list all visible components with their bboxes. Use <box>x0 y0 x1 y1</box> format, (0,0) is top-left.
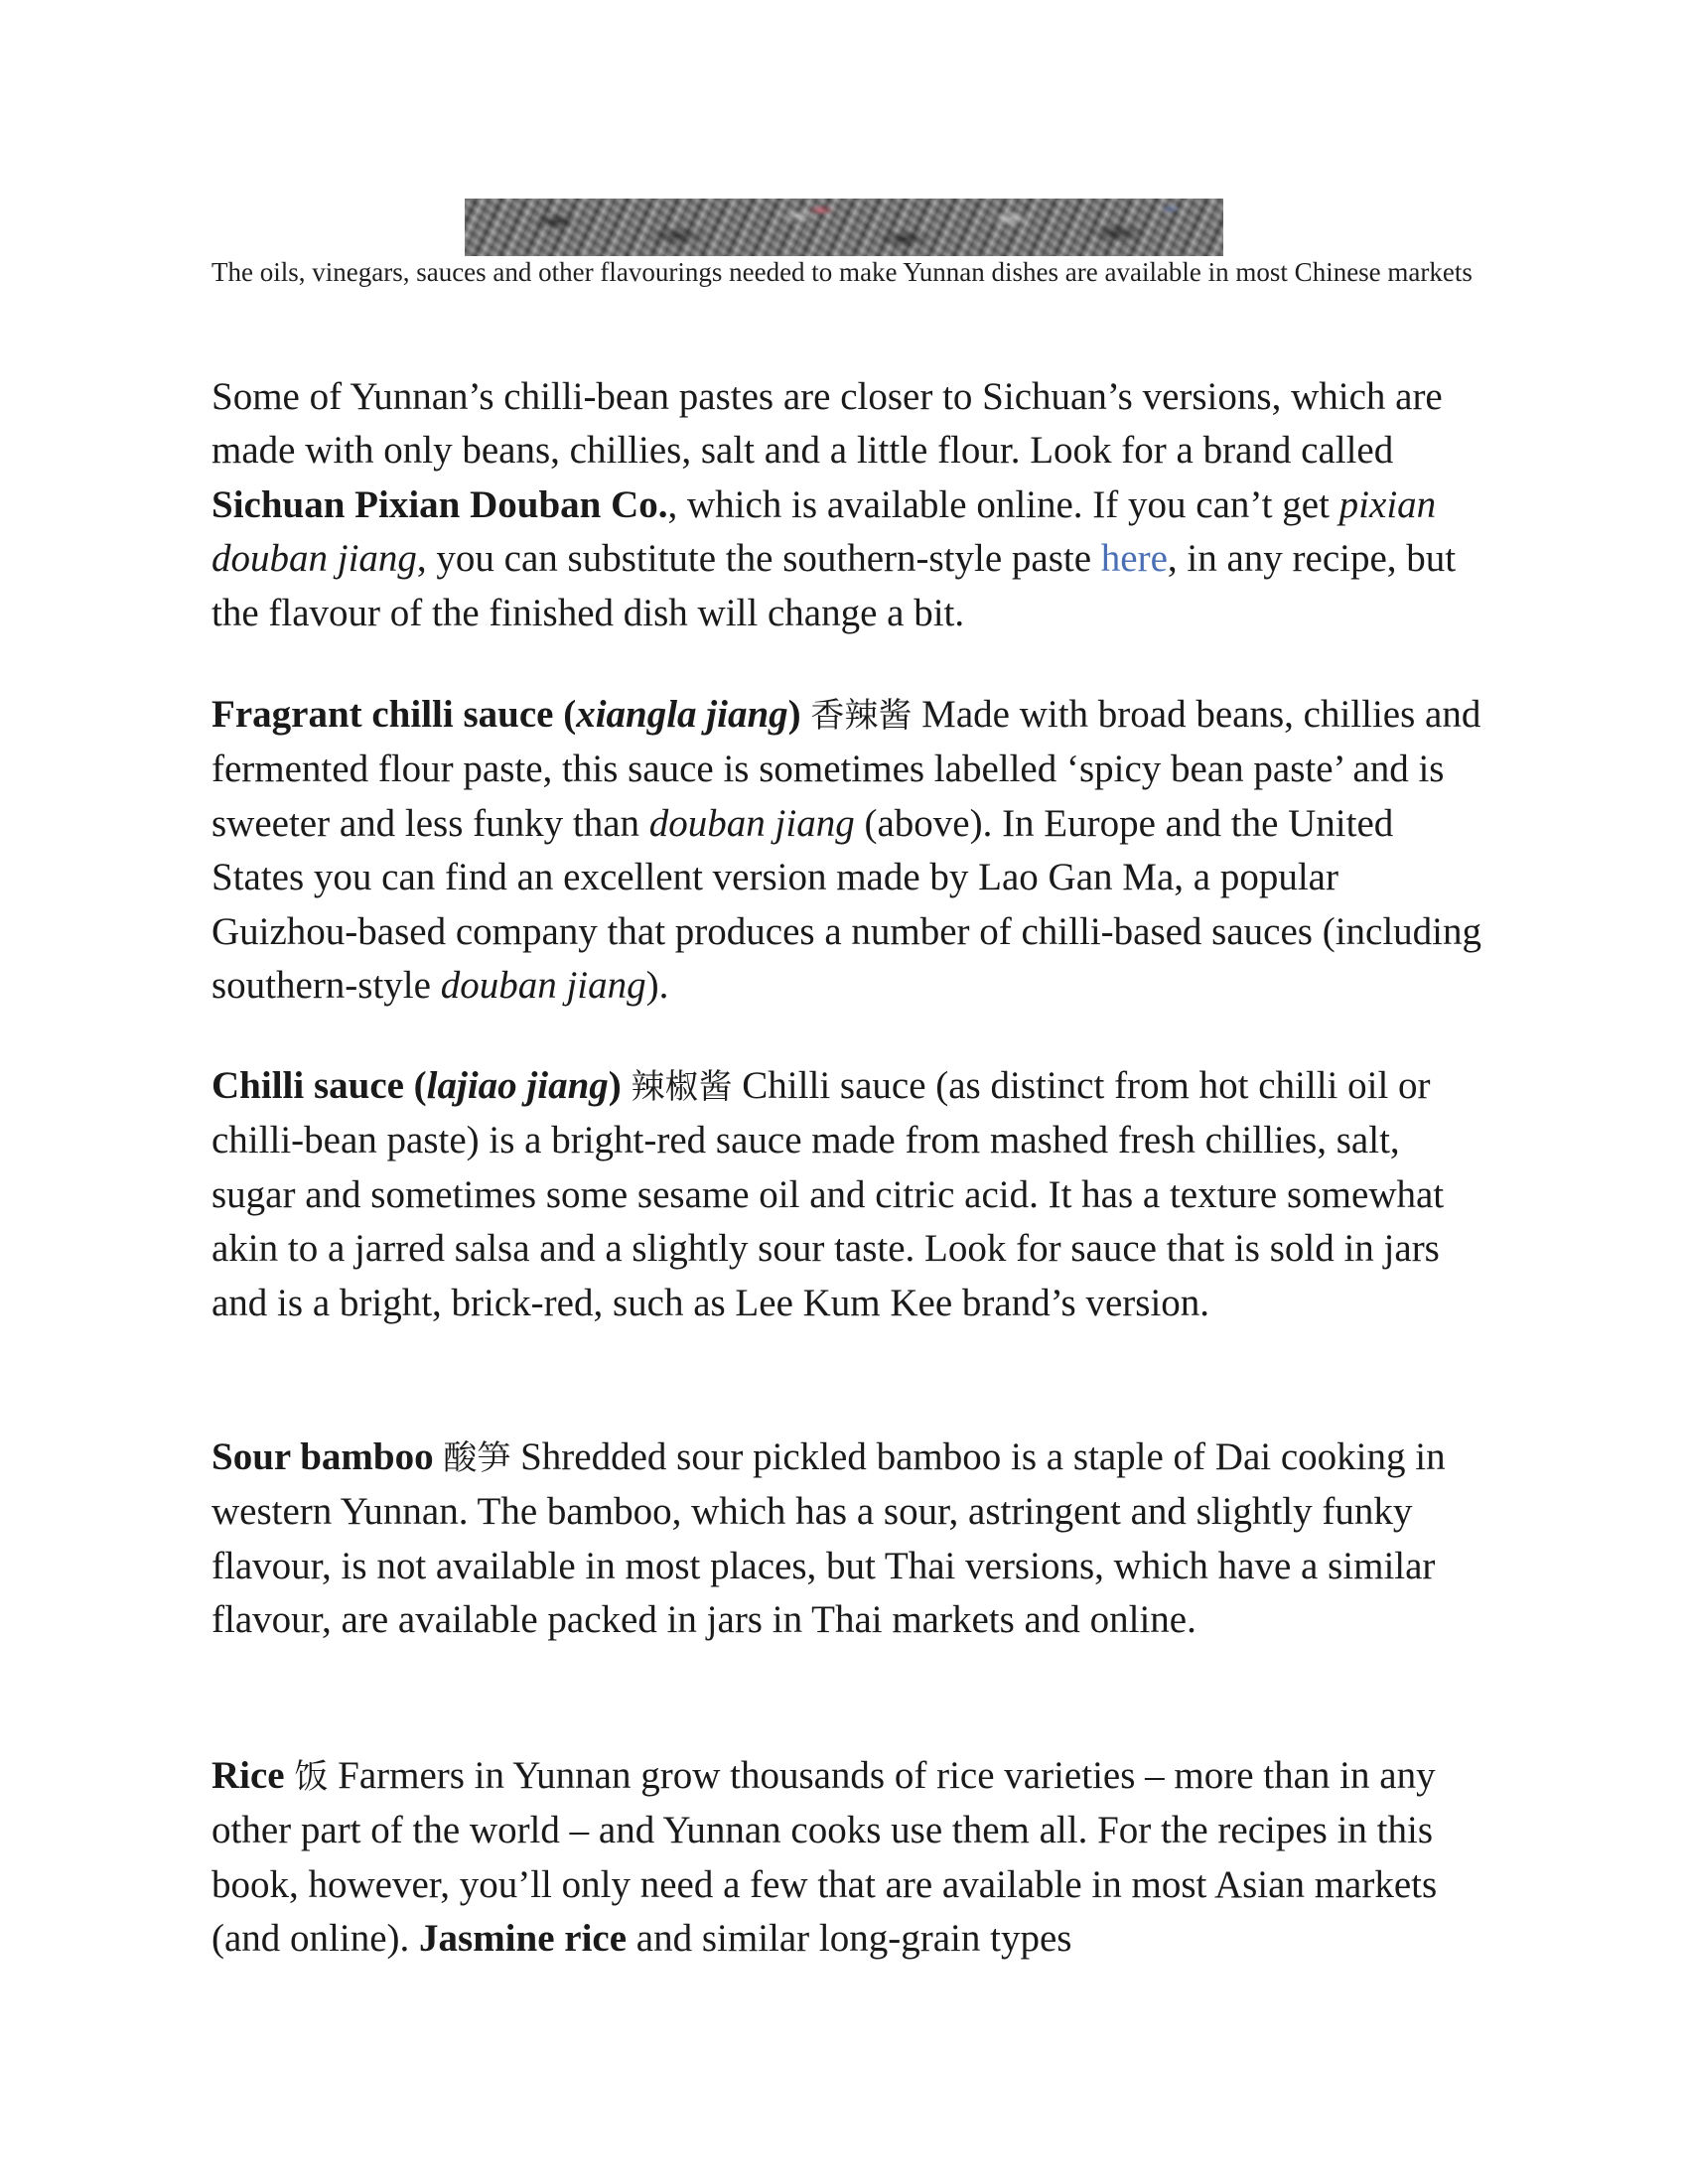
text: (above). In Europe and the United States you can find an excellent version made by Lao Gan Ma, a popular Guizhou-based company that produces a number of chilli-based sauces (including southern-style <box>211 801 1482 1008</box>
chinese-name: 饭 <box>294 1757 329 1797</box>
heading-term: xiangla jiang <box>576 693 788 736</box>
paragraph-chilli-bean-pastes <box>211 370 1492 640</box>
text: , you can substitute the southern-style paste <box>416 537 1101 581</box>
entry-heading: Sour bamboo <box>211 1435 434 1478</box>
text: and similar long-grain types <box>627 1917 1072 1961</box>
text: Farmers in Yunnan grow thousands of rice varieties – more than in any other part of the world – and Yunnan cooks use them all. For the recipes in this book, however, you’ll only need a few that are available in most Asian markets (and online). <box>211 1754 1438 1961</box>
heading-text: Chilli sauce ( <box>211 1064 427 1107</box>
entry-heading <box>211 693 801 736</box>
heading-text: ) <box>608 1064 622 1107</box>
brand-name: Sichuan Pixian Douban Co. <box>211 482 668 526</box>
here-link[interactable]: here <box>1100 537 1168 581</box>
text: Some of Yunnan’s chilli-bean pastes are closer to Sichuan’s versions, which are made with only beans, chillies, salt and a little flour. Look for a brand called <box>211 375 1443 473</box>
chinese-name: 辣椒酱 <box>631 1067 733 1107</box>
paragraph-sour-bamboo <box>211 1431 1492 1648</box>
paragraph-fragrant-chilli-sauce <box>211 688 1492 1013</box>
text: , in any recipe, but the flavour of the finished dish will change a bit. <box>211 537 1457 634</box>
heading-text: Fragrant chilli sauce ( <box>211 693 577 736</box>
paragraph-rice <box>211 1749 1492 1967</box>
text: Shredded sour pickled bamboo is a staple of Dai cooking in western Yunnan. The bamboo, which has a sour, astringent and slightly funky flavour, is not available in most places, but Thai versions, which have a similar flavour, are available packed in jars in Thai markets and online. <box>211 1435 1446 1642</box>
chinese-name: 香辣酱 <box>810 696 913 736</box>
entry-heading <box>211 1064 622 1107</box>
entry-heading: Rice <box>211 1754 285 1797</box>
paragraph-chilli-sauce <box>211 1059 1492 1330</box>
chinese-name: 酸笋 <box>443 1438 511 1478</box>
text: Made with broad beans, chillies and fermented flour paste, this sauce is sometimes labelled ‘spicy bean paste’ and is sweeter and less funky than <box>211 693 1481 845</box>
bold-term: Jasmine rice <box>419 1917 628 1961</box>
term: pixian douban jiang <box>211 482 1437 581</box>
term: douban jiang <box>440 964 646 1008</box>
ingredients-photo <box>465 199 1223 256</box>
heading-term: lajiao jiang <box>426 1064 609 1107</box>
text: ). <box>645 964 669 1008</box>
heading-text: ) <box>787 693 801 736</box>
term: douban jiang <box>648 801 855 845</box>
text: , which is available online. If you can’t get <box>667 482 1339 526</box>
figure-caption: The oils, vinegars, sauces and other flavourings needed to make Yunnan dishes are available in most Chinese markets <box>211 257 1473 287</box>
text: Chilli sauce (as distinct from hot chilli oil or chilli-bean paste) is a bright-red sauce made from mashed fresh chillies, salt, sugar and sometimes some sesame oil and citric acid. It has a texture somewhat akin to a jarred salsa and a slightly sour taste. Look for sauce that is sold in jars and is a bright, brick-red, such as Lee Kum Kee brand’s version. <box>211 1064 1445 1324</box>
